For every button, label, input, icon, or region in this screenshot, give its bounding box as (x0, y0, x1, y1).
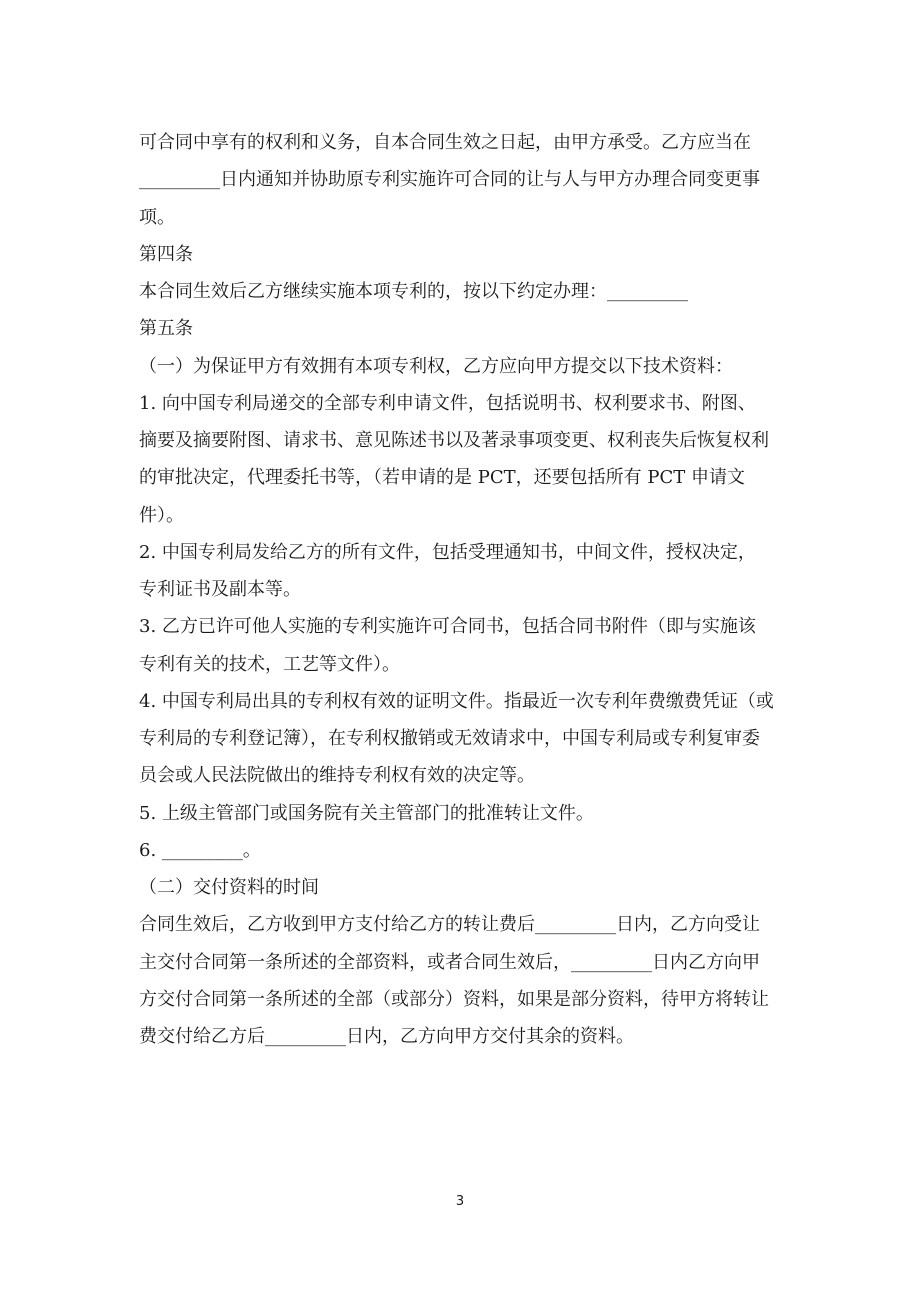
text-line: 专利有关的技术，工艺等文件）。 (139, 653, 400, 675)
list-item: 1. 向中国专利局递交的全部专利申请文件，包括说明书、权利要求书、附图、 (139, 392, 756, 414)
document-body (139, 126, 791, 1057)
article-heading: 第五条 (139, 318, 193, 340)
list-item: 5. 上级主管部门或国务院有关主管部门的批准转让文件。 (139, 802, 594, 824)
text-line: 方交付合同第一条所述的全部（或部分）资料，如果是部分资料，待甲方将转让 (139, 988, 769, 1010)
text-line: _________日内通知并协助原专利实施许可合同的让与人与甲方办理合同变更事 (139, 169, 760, 191)
list-item: 4. 中国专利局出具的专利权有效的证明文件。指最近一次专利年费缴费凭证（或 (139, 690, 774, 712)
text-line: 专利证书及副本等。 (139, 579, 301, 600)
text-line: 费交付给乙方后_________日内，乙方向甲方交付其余的资料。 (139, 1026, 634, 1047)
page-number: 3 (455, 1194, 465, 1209)
list-item: 2. 中国专利局发给乙方的所有文件，包括受理通知书，中间文件，授权决定， (139, 541, 756, 563)
text-line: 主交付合同第一条所述的全部资料，或者合同生效后，_________日内乙方向甲 (139, 951, 760, 973)
text-line: 的审批决定，代理委托书等，（若申请的是 PCT，还要包括所有 PCT 申请文 (139, 467, 745, 489)
text-line: 件）。 (139, 504, 184, 526)
text-line: 专利局的专利登记簿），在专利权撤销或无效请求中，中国专利局或专利复审委 (139, 728, 760, 749)
list-item: 3. 乙方已许可他人实施的专利实施许可合同书，包括合同书附件（即与实施该 (139, 616, 756, 638)
text-line: 本合同生效后乙方继续实施本项专利的，按以下约定办理：_________ (139, 281, 688, 302)
list-item: 6. _________。 (139, 839, 261, 861)
article-heading: 第四条 (139, 243, 193, 265)
text-line: 摘要及摘要附图、请求书、意见陈述书以及著录事项变更、权利丧失后恢复权利 (139, 430, 769, 451)
text-line: 员会或人民法院做出的维持专利权有效的决定等。 (139, 765, 535, 787)
text-line: 项。 (139, 206, 175, 228)
text-line: 合同生效后，乙方收到甲方支付给乙方的转让费后_________日内，乙方向受让 (139, 914, 760, 936)
text-line: 可合同中享有的权利和义务，自本合同生效之日起，由甲方承受。乙方应当在 (139, 132, 751, 153)
section-heading: （一）为保证甲方有效拥有本项专利权，乙方应向甲方提交以下技术资料： (139, 355, 733, 377)
section-heading: （二）交付资料的时间 (139, 877, 319, 898)
